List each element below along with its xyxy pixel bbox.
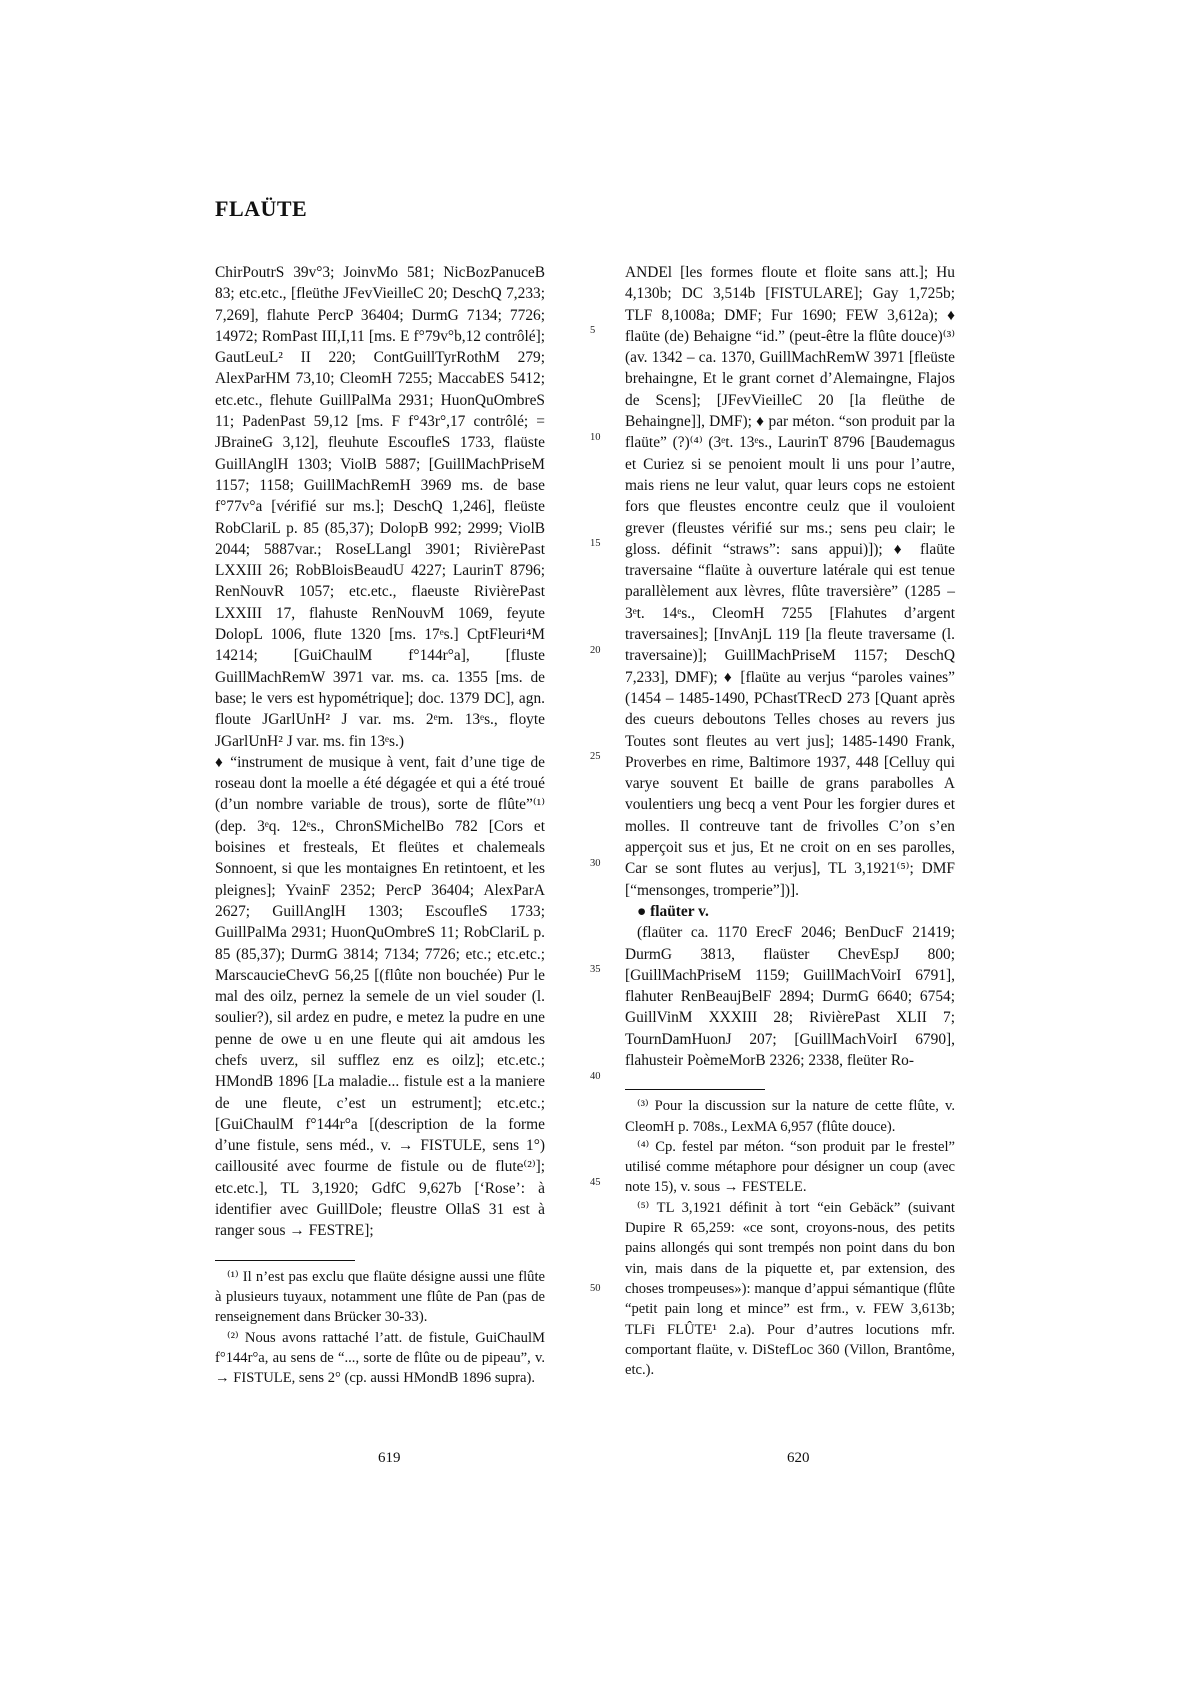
right-paragraph-2: (flaüter ca. 1170 ErecF 2046; BenDucF 21419; DurmG 3813, flaüster ChevEspJ 800; [GuillMachPriseM 1159; GuillMachVoirI 6791], flahuter RenBeaujBelF 2894; DurmG 6640; 6754; GuillVinM XXXIII 28; RivièrePast XLII 7; TournDamHuonJ 207; [GuillMachVoirI 6790], flahusteir PoèmeMorB 2326; 2338, fleüter Ro- — [625, 924, 955, 1069]
line-number: 35 — [590, 964, 601, 975]
left-column — [215, 262, 545, 1388]
line-number: 15 — [590, 538, 601, 549]
page-number-right: 620 — [787, 1450, 810, 1466]
line-number: 30 — [590, 858, 601, 869]
footnote-divider — [215, 1260, 355, 1261]
footnote-5: ⁽⁵⁾ TL 3,1921 définit à tort “ein Gebäck” (suivant Dupire R 65,259: «ce sont, croyons-nous, des petits pains allongés qui sont trempés non point dans du bon vin, mais dans de la piquette et, par extension, des choses trompeuses»): manque d’appui sémantique (flûte “petit pain long et mince” est frm., v. FEW 3,613b; TLFi FLÛTE¹ 2.a). Pour d’autres locutions mfr. comportant flaüte, v. DiStefLoc 360 (Villon, Brantôme, etc.). — [625, 1199, 955, 1379]
left-paragraph-2: ♦ “instrument de musique à vent, fait d’une tige de roseau dont la moelle a été dégagée et qui a été troué (d’un nombre variable de trous), sorte de flûte”⁽¹⁾ (dep. 3ᵉq. 12ᵉs., ChronSMichelBo 782 [Cors et boisines et fresteals, Et fleütes et chalemeals Sonnoent, si que les montaignes En retintoent, et les pleignes]; YvainF 2352; PercP 36404; AlexParA 2627; GuillAnglH 1303; EscoufleS 1733; GuillPalMa 2931; HuonQuOmbreS 11; RobClariL p. 85 (85,37); DurmG 3814; 7134; 7726; etc.; etc.etc.; MarscaucieChevG 56,25 [(flûte non bouchée) Pur le mal des oilz, pernez la semele de un viel souder (l. soulier?), sil ardez en pudre, e metez la pudre en une penne de owe u en une fleute qui ait amdous les chefs uverz, sil sufflez enz es oilz]; etc.etc.; HMondB 1896 [La maladie... fistule est a la maniere de une fleute, c’est un estrument]; etc.etc.; [GuiChaulM f°144r°a [(description de la forme d’une fistule, sens méd., v. → FISTULE, sens 1°) caillousité avec fourme de fistule ou de flute⁽²⁾]; etc.etc.], TL 3,1920; GdfC 9,627b [‘Rose’: à identifier avec GuillDole; fleustre OllaS 31 est à ranger sous → FESTRE]; — [215, 753, 545, 1240]
subentry-heading: ● flaüter v. — [637, 902, 709, 920]
line-number: 40 — [590, 1071, 601, 1082]
line-number: 45 — [590, 1177, 601, 1188]
right-column — [625, 262, 955, 1380]
footnote-3: ⁽³⁾ Pour la discussion sur la nature de cette flûte, v. CleomH p. 708s., LexMA 6,957 (flûte douce). — [625, 1098, 955, 1135]
line-number: 5 — [590, 325, 596, 336]
line-number: 20 — [590, 645, 601, 656]
footnote-divider — [625, 1089, 765, 1090]
footnote-1: ⁽¹⁾ Il n’est pas exclu que flaüte désigne aussi une flûte à plusieurs tuyaux, notamment une flûte de Pan (pas de renseignement dans Brücker 30-33). — [215, 1268, 545, 1326]
left-paragraph-1: ChirPoutrS 39v°3; JoinvMo 581; NicBozPanuceB 83; etc.etc., [fleüthe JFevVieilleC 20; DeschQ 7,233; 7,269], flahute PercP 36404; DurmG 7134; 7726; 14972; RomPast III,I,11 [ms. E f°79v°b,12 contrôlé]; GautLeuL² II 220; ContGuillTyrRothM 279; AlexParHM 73,10; CleomH 7255; MaccabES 5412; etc.etc., flehute GuillPalMa 2931; HuonQuOmbreS 11; PadenPast 59,12 [ms. F f°43r°,17 contrôlé; = JBraineG 3,12], fleuhute EscoufleS 1733, flaüste GuillAnglH 1303; ViolB 5887; [GuillMachPriseM 1157; 1158; GuillMachRemH 3969 ms. de base f°77v°a [vérifié sur ms.]; DeschQ 1,246], fleüste RobClariL p. 85 (85,37); DolopB 992; 2999; ViolB 2044; 5887var.; RoseLLangl 3901; RivièrePast LXXIII 26; RobBloisBeaudU 4227; LaurinT 8796; RenNouvR 1057; etc.etc., flaeuste RivièrePast LXXIII 17, flahuste RenNouvM 1069, feyute DolopL 1006, flute 1320 [ms. 17ᵉs.] CptFleuri⁴M 14214; [GuiChaulM f°144r°a], [fluste GuillMachRemW 3971 var. ms. ca. 1355 [ms. de base; le vers est hypométrique]; doc. 1379 DC], agn. floute JGarlUnH² J var. ms. 2ᵉm. 13ᵉs., floyte JGarlUnH² J var. ms. fin 13ᵉs.) — [215, 264, 545, 750]
footnote-4: ⁽⁴⁾ Cp. festel par méton. “son produit par le frestel” utilisé comme métaphore pour désigner un coup (avec note 15), v. sous → FESTELE. — [625, 1138, 955, 1196]
entry-heading: FLAÜTE — [215, 196, 308, 221]
line-number: 25 — [590, 751, 601, 762]
line-number: 50 — [590, 1283, 601, 1294]
right-paragraph-1: ANDEl [les formes floute et floite sans att.]; Hu 4,130b; DC 3,514b [FISTULARE]; Gay 1,725b; TLF 8,1008a; DMF; Fur 1690; FEW 3,612a); ♦ flaüte (de) Behaigne “id.” (peut-être la flûte douce)⁽³⁾ (av. 1342 – ca. 1370, GuillMachRemW 3971 [fleüste brehaingne, Et le grant cornet d’Alemaingne, Flajos de Scens]; [JFevVieilleC 20 [la fleüthe de Behaingne]], DMF); ♦ par méton. “son produit par la flaüte” (?)⁽⁴⁾ (3ᵉt. 13ᵉs., LaurinT 8796 [Baudemagus et Curiez si se penoient moult li uns pour l’autre, mais riens ne leur valut, quar leurs cops ne estoient fors que fleustes encontre ceulz que il vouloient grever (fleustes vérifié sur ms.; sens peu clair; le gloss. définit “straws”: sans appui)]); ♦ flaüte traversaine “flaüte à ouverture latérale qui est tenue parallèlement aux lèvres, flûte traversière” (1285 – 3ᵉt. 14ᵉs., CleomH 7255 [Flahutes d’argent traversaines]; [InvAnjL 119 [la fleute traversame (l. traversaine)]; GuillMachPriseM 1157; DeschQ 7,233], DMF); ♦ [flaüte au verjus “paroles vaines” (1454 – 1485-1490, PChastTRecD 273 [Quant après des cueurs deboutons Telles choses au revers jus Toutes sont fleutes au vert jus]; 1485-1490 Frank, Proverbes en rime, Baltimore 1937, 448 [Celluy qui varye souvent Et baille de grans parabolles A voulentiers ung becq a vent Pour les forgier dures et molles. Il contreuve tant de frivolles C’on s’en apperçoit sus et jus, Et ne croit on en ses parolles, Car se sont flutes au verjus], TL 3,1921⁽⁵⁾; DMF [“mensonges, tromperie”])]. — [625, 264, 955, 899]
footnote-2: ⁽²⁾ Nous avons rattaché l’att. de fistule, GuiChaulM f°144r°a, au sens de “..., sorte de flûte ou de pipeau”, v. → FISTULE, sens 2° (cp. aussi HMondB 1896 supra). — [215, 1329, 545, 1387]
line-number: 10 — [590, 432, 601, 443]
page-number-left: 619 — [378, 1450, 401, 1466]
